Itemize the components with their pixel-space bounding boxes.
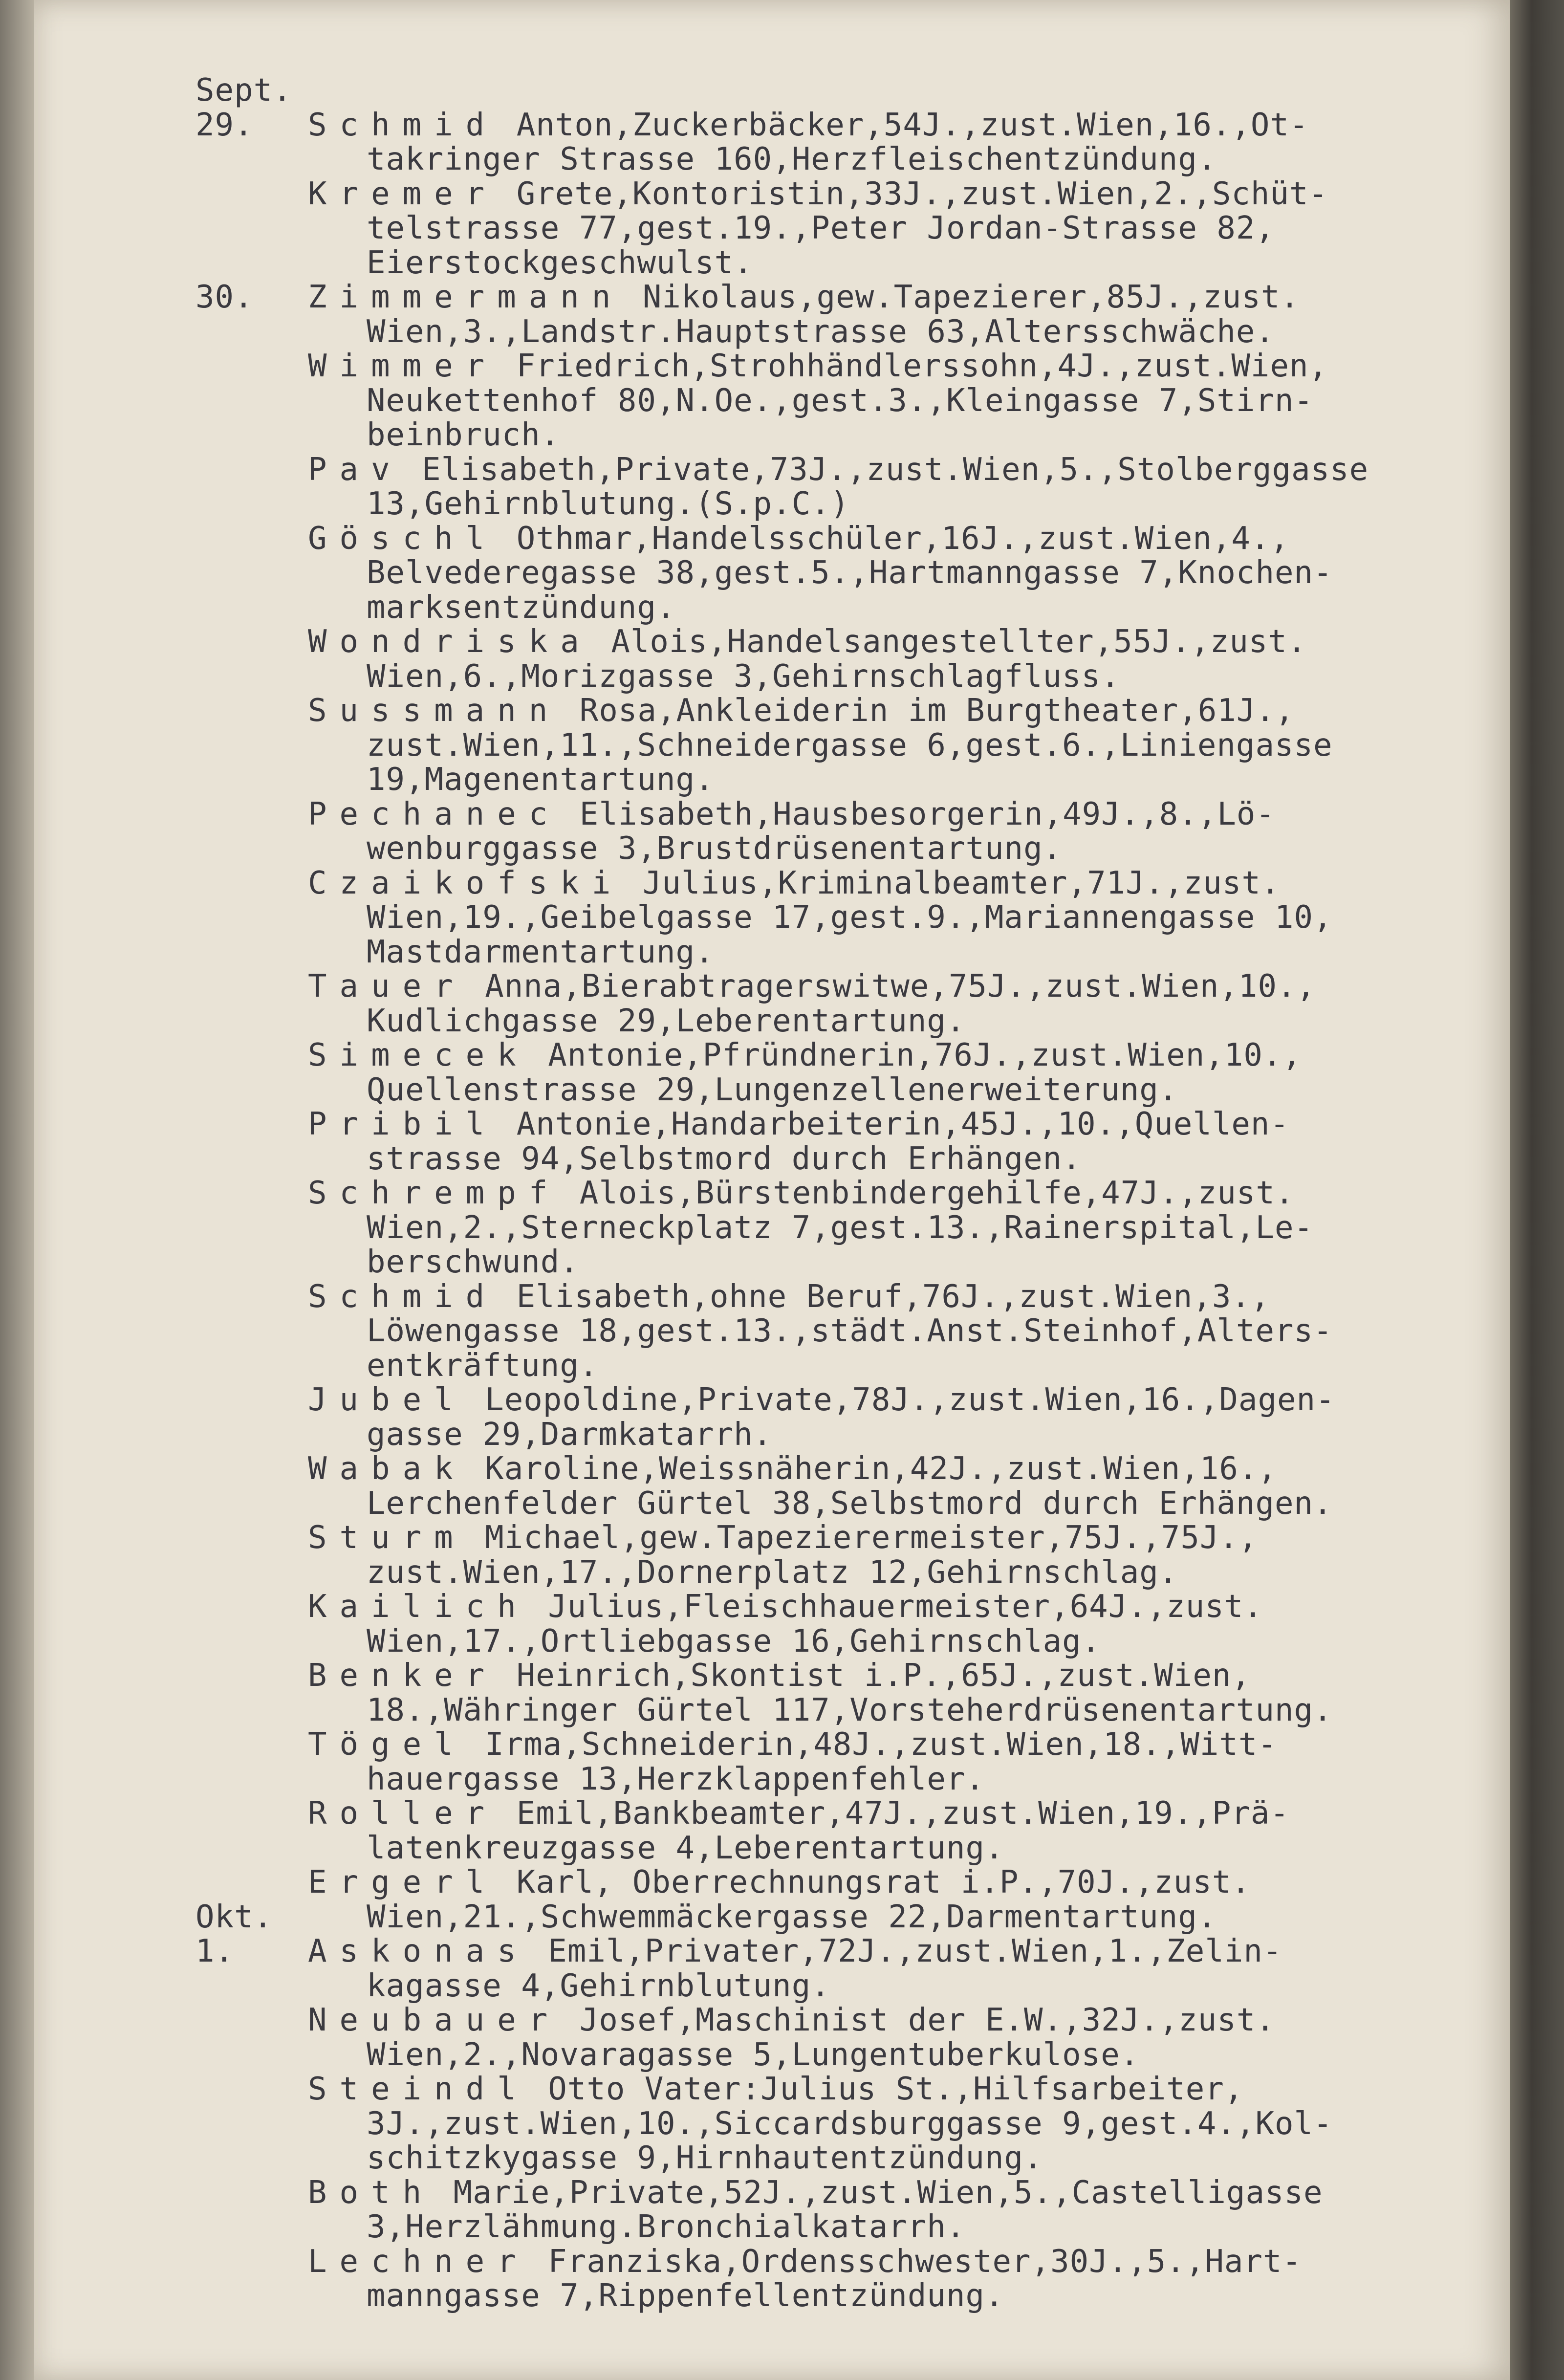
entry-continuation	[367, 2210, 965, 2245]
entry-details: beinbruch.	[367, 417, 560, 453]
register-line	[34, 1142, 1510, 1177]
entry-continuation	[367, 142, 1216, 177]
register-line	[34, 315, 1510, 349]
entry-continuation	[367, 1555, 1178, 1590]
entry-text	[308, 1727, 1277, 1762]
surname: Pav	[308, 451, 403, 488]
entry-details: 19,Magenentartung.	[367, 762, 715, 798]
surname: Ergerl	[308, 1864, 498, 1900]
register-line	[34, 2038, 1510, 2073]
entry-continuation	[367, 2141, 1043, 2176]
register-line	[34, 694, 1510, 728]
register-line	[34, 453, 1510, 487]
register-line	[34, 349, 1510, 384]
entry-details: entkräftung.	[367, 1347, 599, 1384]
register-line	[34, 1176, 1510, 1211]
register-line	[34, 73, 1510, 108]
register-line	[34, 1969, 1510, 2004]
entry-details: takringer Strasse 160,Herzfleischentzündung.	[367, 141, 1217, 177]
surname: Wondriska	[308, 624, 592, 660]
register-line	[34, 1418, 1510, 1452]
register-line	[34, 1762, 1510, 1797]
entry-text	[308, 1659, 1251, 1693]
entry-details: Wien,2.,Novaragasse 5,Lungentuberkulose.	[367, 2036, 1140, 2073]
entry-continuation	[367, 211, 1275, 246]
surname: Wimmer	[308, 348, 498, 384]
entry-continuation	[367, 1349, 598, 1383]
entry-text	[308, 522, 1289, 556]
entry-continuation	[367, 935, 715, 970]
entry-continuation	[367, 1142, 1082, 1177]
entry-details: Anton,Zuckerbäcker,54J.,zust.Wien,16.,Ot-	[497, 107, 1309, 143]
entry-continuation	[367, 659, 1120, 694]
register-line	[34, 2176, 1510, 2210]
register-line	[34, 1555, 1510, 1590]
entry-details: Josef,Maschinist der E.W.,32J.,zust.	[560, 2002, 1275, 2038]
surname: Zimmermann	[308, 279, 624, 315]
entry-details: kagasse 4,Gehirnblutung.	[367, 1967, 830, 2004]
entry-continuation	[367, 831, 1062, 866]
register-line	[34, 418, 1510, 453]
entry-details: Karl, Oberrechnungsrat i.P.,70J.,zust.	[497, 1864, 1251, 1900]
entry-text	[308, 1934, 1282, 1969]
register-line	[34, 659, 1510, 694]
entry-details: Wien,17.,Ortliebgasse 16,Gehirnschlag.	[367, 1623, 1101, 1659]
entry-details: Rosa,Ankleiderin im Burgtheater,61J.,	[560, 693, 1295, 729]
entry-details: Belvederegasse 38,gest.5.,Hartmanngasse 7,Knochen-	[367, 555, 1333, 591]
entry-text	[308, 1796, 1289, 1831]
register-line	[34, 969, 1510, 1004]
entry-text	[308, 694, 1294, 728]
register-line	[34, 797, 1510, 832]
register-line	[34, 384, 1510, 418]
entry-text	[308, 1280, 1270, 1314]
entry-details: Julius,Fleischhauermeister,64J.,zust.	[528, 1589, 1263, 1625]
entry-details: Wien,21.,Schwemmäckergasse 22,Darmentartung.	[367, 1899, 1217, 1935]
register-line	[34, 2141, 1510, 2176]
entry-continuation	[367, 2038, 1139, 2073]
entry-details: 3,Herzlähmung.Bronchialkatarrh.	[367, 2209, 966, 2245]
entry-continuation	[367, 2279, 1004, 2314]
register-line	[34, 1865, 1510, 1900]
register-line	[34, 1245, 1510, 1280]
entry-details: Alois,Bürstenbindergehilfe,47J.,zust.	[560, 1175, 1295, 1211]
entry-details: 3J.,zust.Wien,10.,Siccardsburggasse 9,gest.4.,Kol-	[367, 2105, 1333, 2142]
date-label: 1.	[196, 1933, 235, 1969]
date-label: 29.	[196, 107, 254, 143]
entry-details: Wien,3.,Landstr.Hauptstrasse 63,Altersschwäche.	[367, 313, 1275, 350]
entry-continuation	[367, 1211, 1313, 1245]
entry-continuation	[367, 2107, 1333, 2141]
entry-details: Elisabeth,Hausbesorgerin,49J.,8.,Lö-	[560, 796, 1275, 832]
death-register-text	[34, 73, 1510, 2314]
surname: Lechner	[308, 2243, 529, 2280]
entry-continuation	[367, 1693, 1333, 1728]
surname: Wabak	[308, 1451, 466, 1487]
register-line	[34, 1831, 1510, 1866]
register-line	[34, 1900, 1510, 1935]
entry-details: Friedrich,Strohhändlerssohn,4J.,zust.Wien,	[497, 348, 1328, 384]
register-line	[34, 2210, 1510, 2245]
register-line	[34, 522, 1510, 556]
entry-continuation	[367, 1418, 772, 1452]
entry-details: Grete,Kontoristin,33J.,zust.Wien,2.,Schüt-	[497, 175, 1328, 212]
entry-text	[308, 625, 1306, 659]
entry-details: Antonie,Pfründnerin,76J.,zust.Wien,10.,	[528, 1037, 1302, 1073]
entry-continuation	[367, 1624, 1101, 1659]
register-line	[34, 1934, 1510, 1969]
entry-text	[308, 1865, 1251, 1900]
register-line	[34, 1796, 1510, 1831]
entry-continuation	[367, 728, 1333, 763]
entry-continuation	[367, 1245, 579, 1280]
entry-continuation	[367, 315, 1275, 349]
entry-details: Alois,Handelsangestellter,55J.,zust.	[591, 624, 1307, 660]
entry-text	[308, 2176, 1323, 2210]
register-line	[34, 1590, 1510, 1624]
entry-details: Otto Vater:Julius St.,Hilfsarbeiter,	[528, 2071, 1244, 2107]
register-line	[34, 2245, 1510, 2279]
register-line	[34, 1314, 1510, 1349]
entry-details: 18.,Währinger Gürtel 117,Vorsteherdrüsenentartung.	[367, 1692, 1333, 1728]
surname: Benker	[308, 1658, 498, 1694]
register-line	[34, 108, 1510, 143]
register-line	[34, 763, 1510, 797]
entry-details: Irma,Schneiderin,48J.,zust.Wien,18.,Witt-	[465, 1726, 1277, 1763]
entry-text	[308, 866, 1280, 901]
entry-details: Othmar,Handelsschüler,16J.,zust.Wien,4.,	[497, 520, 1289, 557]
entry-continuation	[367, 1486, 1333, 1521]
surname: Kremer	[308, 175, 498, 212]
register-line	[34, 2003, 1510, 2038]
entry-text	[308, 108, 1309, 143]
surname: Schmid	[308, 1278, 498, 1315]
surname: Simecek	[308, 1037, 529, 1073]
register-line	[34, 1659, 1510, 1693]
entry-continuation	[367, 384, 1313, 418]
register-line	[34, 487, 1510, 522]
surname: Askonas	[308, 1933, 529, 1969]
entry-text	[308, 969, 1316, 1004]
entry-text	[308, 2245, 1302, 2279]
entry-details: strasse 94,Selbstmord durch Erhängen.	[367, 1140, 1082, 1177]
register-line	[34, 1693, 1510, 1728]
entry-details: Antonie,Handarbeiterin,45J.,10.,Quellen-	[497, 1106, 1289, 1142]
entry-details: Michael,gew.Tapezierermeister,75J.,75J.,	[465, 1520, 1258, 1556]
page-left-edge	[0, 0, 34, 2380]
entry-details: Anna,Bierabtragerswitwe,75J.,zust.Wien,10.,	[465, 968, 1316, 1004]
surname: Tauer	[308, 968, 466, 1004]
register-line	[34, 1107, 1510, 1142]
register-line	[34, 1038, 1510, 1073]
entry-details: Quellenstrasse 29,Lungenzellenerweiterung.	[367, 1071, 1178, 1108]
entry-continuation	[367, 1900, 1216, 1935]
entry-details: Karoline,Weissnäherin,42J.,zust.Wien,16.,	[465, 1451, 1277, 1487]
register-line	[34, 900, 1510, 935]
entry-details: Wien,6.,Morizgasse 3,Gehirnschlagfluss.	[367, 658, 1120, 695]
entry-text	[308, 280, 1300, 315]
surname: Sturm	[308, 1520, 466, 1556]
entry-details: Elisabeth,ohne Beruf,76J.,zust.Wien,3.,	[497, 1278, 1270, 1315]
surname: Göschl	[308, 520, 498, 557]
register-line	[34, 211, 1510, 246]
entry-text	[308, 1038, 1302, 1073]
register-line	[34, 935, 1510, 970]
register-line	[34, 2072, 1510, 2107]
entry-text	[308, 1383, 1335, 1418]
register-line	[34, 1521, 1510, 1555]
date-label: 30.	[196, 279, 254, 315]
register-line	[34, 1486, 1510, 1521]
entry-details: Emil,Privater,72J.,zust.Wien,1.,Zelin-	[528, 1933, 1282, 1969]
surname: Pribil	[308, 1106, 498, 1142]
entry-text	[308, 797, 1275, 832]
date-label: Okt.	[196, 1899, 273, 1935]
entry-details: zust.Wien,11.,Schneidergasse 6,gest.6.,Liniengasse	[367, 727, 1333, 764]
entry-details: berschwund.	[367, 1244, 579, 1280]
register-line	[34, 2279, 1510, 2314]
date-label: Sept.	[196, 72, 292, 109]
entry-continuation	[367, 246, 753, 281]
entry-continuation	[367, 590, 676, 625]
entry-text	[308, 1590, 1263, 1624]
entry-details: zust.Wien,17.,Dornerplatz 12,Gehirnschlag.	[367, 1554, 1178, 1591]
entry-details: latenkreuzgasse 4,Leberentartung.	[367, 1830, 1004, 1866]
surname: Schrempf	[308, 1175, 561, 1211]
entry-continuation	[367, 1314, 1333, 1349]
entry-text	[308, 1521, 1258, 1555]
entry-details: telstrasse 77,gest.19.,Peter Jordan-Strasse 82,	[367, 210, 1275, 246]
entry-continuation	[367, 487, 849, 522]
book-binding	[1510, 0, 1564, 2380]
entry-continuation	[367, 1969, 830, 2004]
entry-continuation	[367, 900, 1333, 935]
entry-details: Nikolaus,gew.Tapezierer,85J.,zust.	[623, 279, 1300, 315]
document-page	[34, 0, 1510, 2380]
entry-details: Leopoldine,Private,78J.,zust.Wien,16.,Dagen-	[465, 1382, 1335, 1418]
entry-text	[308, 2003, 1275, 2038]
entry-details: Wien,2.,Sterneckplatz 7,gest.13.,Rainerspital,Le-	[367, 1209, 1314, 1246]
entry-details: Neukettenhof 80,N.Oe.,gest.3.,Kleingasse 7,Stirn-	[367, 382, 1314, 419]
surname: Steindl	[308, 2071, 529, 2107]
register-line	[34, 1349, 1510, 1383]
entry-continuation	[367, 763, 715, 797]
register-line	[34, 1280, 1510, 1314]
register-line	[34, 728, 1510, 763]
entry-text	[308, 453, 1368, 487]
entry-text	[308, 177, 1328, 212]
surname: Pechanec	[308, 796, 561, 832]
entry-details: schitzkygasse 9,Hirnhautentzündung.	[367, 2140, 1043, 2176]
register-line	[34, 1073, 1510, 1108]
entry-details: Lerchenfelder Gürtel 38,Selbstmord durch Erhängen.	[367, 1485, 1333, 1522]
entry-text	[308, 1452, 1277, 1486]
surname: Sussmann	[308, 693, 561, 729]
register-line	[34, 831, 1510, 866]
entry-details: Franziska,Ordensschwester,30J.,5.,Hart-	[528, 2243, 1302, 2280]
register-line	[34, 1727, 1510, 1762]
register-line	[34, 590, 1510, 625]
entry-details: Heinrich,Skontist i.P.,65J.,zust.Wien,	[497, 1658, 1251, 1694]
entry-details: marksentzündung.	[367, 589, 676, 626]
surname: Kailich	[308, 1589, 529, 1625]
register-line	[34, 625, 1510, 659]
register-line	[34, 1383, 1510, 1418]
entry-details: hauergasse 13,Herzklappenfehler.	[367, 1761, 985, 1797]
register-line	[34, 2107, 1510, 2141]
entry-details: manngasse 7,Rippenfellentzündung.	[367, 2278, 1004, 2314]
entry-continuation	[367, 556, 1333, 590]
entry-details: Marie,Private,52J.,zust.Wien,5.,Castelligasse	[434, 2174, 1323, 2211]
surname: Roller	[308, 1795, 498, 1832]
entry-details: wenburggasse 3,Brustdrüsenentartung.	[367, 830, 1063, 867]
surname: Tögel	[308, 1726, 466, 1763]
surname: Both	[308, 2174, 434, 2211]
entry-details: Mastdarmentartung.	[367, 934, 715, 970]
entry-text	[308, 349, 1328, 384]
entry-continuation	[367, 1831, 1004, 1866]
register-line	[34, 556, 1510, 590]
entry-details: Eierstockgeschwulst.	[367, 244, 753, 281]
entry-continuation	[367, 1762, 985, 1797]
register-line	[34, 246, 1510, 281]
register-line	[34, 1452, 1510, 1486]
entry-continuation	[367, 418, 560, 453]
surname: Jubel	[308, 1382, 466, 1418]
entry-text	[308, 1176, 1294, 1211]
entry-details: Löwengasse 18,gest.13.,städt.Anst.Steinhof,Alters-	[367, 1313, 1333, 1349]
entry-continuation	[367, 1073, 1178, 1108]
register-line	[34, 866, 1510, 901]
register-line	[34, 142, 1510, 177]
entry-continuation	[367, 1004, 965, 1039]
surname: Neubauer	[308, 2002, 561, 2038]
register-line	[34, 1624, 1510, 1659]
register-line	[34, 280, 1510, 315]
surname: Czaikofski	[308, 865, 624, 901]
register-line	[34, 177, 1510, 212]
entry-details: gasse 29,Darmkatarrh.	[367, 1416, 773, 1453]
entry-details: Emil,Bankbeamter,47J.,zust.Wien,19.,Prä-	[497, 1795, 1289, 1832]
entry-details: Julius,Kriminalbeamter,71J.,zust.	[623, 865, 1281, 901]
register-line	[34, 1004, 1510, 1039]
entry-text	[308, 1107, 1289, 1142]
entry-text	[308, 2072, 1243, 2107]
entry-details: Kudlichgasse 29,Leberentartung.	[367, 1003, 966, 1039]
entry-details: Wien,19.,Geibelgasse 17,gest.9.,Mariannengasse 10,	[367, 899, 1333, 936]
surname: Schmid	[308, 107, 498, 143]
entry-details: Elisabeth,Private,73J.,zust.Wien,5.,Stolberggasse	[402, 451, 1369, 488]
entry-details: 13,Gehirnblutung.(S.p.C.)	[367, 486, 850, 522]
register-line	[34, 1211, 1510, 1245]
